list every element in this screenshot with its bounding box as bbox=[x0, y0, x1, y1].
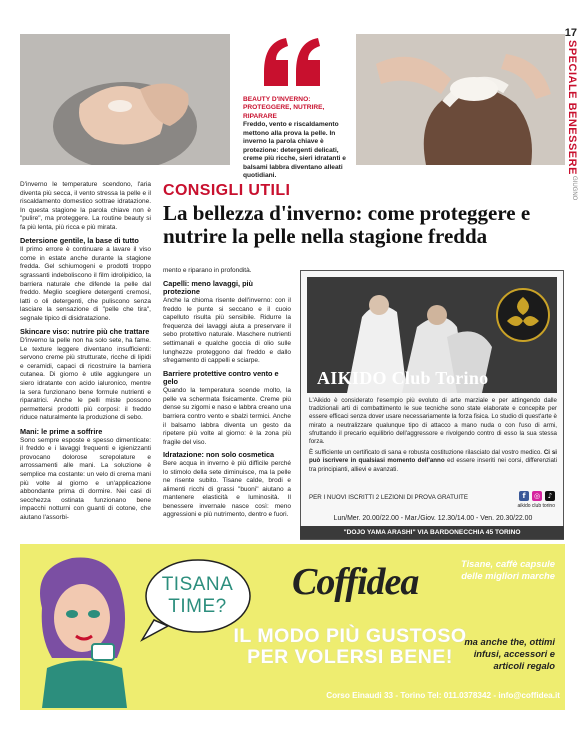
page-number: 17 bbox=[564, 27, 577, 39]
aikido-paragraph-1: L'Aikido è considerato l'esempio più evoluto di arte marziale e per attingendo dalle tradizionali arti di combattimento le sue tecniche sono state elaborate e concepite per essere efficaci senza dover usare necessariamente la forza fisica. Lo studio di quest'arte è mirato a neutralizzare qualunque tipo di attacco a mano nuda o con l'uso di armi, sfruttando il precario equilibrio dell'aggressore e rivolgendo contro di esso la sua stessa forza. bbox=[309, 397, 557, 445]
subheading-barriere: Barriere protettive contro vento e gelo bbox=[163, 368, 279, 387]
speech-bubble-text: TISANA TIME? bbox=[161, 574, 234, 617]
coffidea-logo: Coffidea bbox=[292, 561, 419, 603]
paragraph-continuation: mento e riparano in profondità. bbox=[163, 267, 252, 274]
aikido-courses-text: ed essere inseriti nei corsi, differenziati tra principianti, allievi e avanzati. bbox=[309, 457, 557, 473]
aikido-emblem-icon bbox=[495, 287, 551, 343]
paragraph-capelli: Anche la chioma risente dell'inverno: con il freddo le punte si seccano e il cuoio capelluto risulta più sensibile. Ridurre la frequenza dei lavaggi aiuta a preservare il sebo protettivo naturale. Maschere nutrienti settimanali e qualche goccia di olio sulle lunghezze proteggono dal freddo e dallo sfregamento di cappelli e sciarpe. bbox=[163, 297, 291, 365]
beauty-box bbox=[243, 96, 355, 180]
photo-hands-cream bbox=[20, 34, 230, 165]
coffidea-address: Corso Einaudi 33 - Torino Tel: 011.0378342 - info@coffidea.it bbox=[326, 691, 560, 700]
section-label: SPECIALE BENESSERE bbox=[566, 40, 578, 175]
aikido-photo bbox=[307, 277, 557, 393]
tiktok-icon[interactable]: ♪ bbox=[545, 491, 555, 501]
beauty-box-title: BEAUTY D'INVERNO: PROTEGGERE, NUTRIRE, RIPARARE bbox=[243, 96, 325, 120]
subheading-mani: Mani: le prime a soffrire bbox=[20, 426, 103, 436]
article-kicker: CONSIGLI UTILI bbox=[163, 182, 291, 199]
article-middle-column bbox=[163, 267, 291, 524]
paragraph-detersione: Il primo errore è continuare a lavare il viso come in estate anche durante la stagione fredda. Gel schiumogeni e prodotti troppo sgrassanti indeboliscono il film idrolipidico, la barriera naturale che difende la pelle dal freddo. Meglio scegliere detergenti cremosi, latti o oli detergenti, che puliscono senza lasciare la sensazione di "pelle che tira", segnale tipico di disidratazione. bbox=[20, 246, 151, 322]
aikido-address: "DOJO YAMA ARASHI" VIA BARDONECCHIA 45 TORINO bbox=[300, 526, 564, 539]
subheading-skincare: Skincare viso: nutrire più che trattare bbox=[20, 327, 150, 337]
aikido-certificate-text: È sufficiente un certificato di sana e robusta costituzione rilasciato dal vostro medico. bbox=[309, 449, 543, 457]
quote-mark-icon bbox=[258, 32, 328, 92]
aikido-club-name: AIKIDO Club Torino bbox=[317, 368, 489, 388]
paragraph-mani: Sono sempre esposte e spesso dimenticate: il freddo e i lavaggi frequenti e igienizzanti provocano dolorose screpolature e arrossamenti alle mani. La soluzione è semplice ma costante: un velo di crema mani più volte al giorno e un'applicazione abbondante prima di dormire. Nei casi di secchezza ostinata funzionano bene impacchi notturni con guanti di cotone, che aiutano l'assorbi- bbox=[20, 436, 151, 521]
paragraph-idratazione: Bere acqua in inverno è più difficile perché lo stimolo della sete diminuisce, ma la pelle ne risente subito. Tisane calde, brodi e alimenti ricchi di grassi "buoni" aiutano a mantenere elasticità e luminosità. Il benessere invernale nasce così: meno aggressioni e più nutrimento, dentro e fuori. bbox=[163, 460, 291, 519]
aikido-ad[interactable] bbox=[300, 270, 564, 540]
facebook-icon[interactable]: f bbox=[519, 491, 529, 501]
coffidea-ad[interactable] bbox=[20, 544, 565, 710]
coffidea-slogan: IL MODO PIÙ GUSTOSO PER VOLERSI BENE! bbox=[233, 625, 467, 669]
article-left-column bbox=[20, 181, 151, 527]
aikido-enroll-text: Ci si può iscrivere in qualsiasi momento dell'anno bbox=[309, 449, 557, 465]
aikido-description bbox=[309, 397, 557, 477]
social-icons bbox=[519, 491, 555, 501]
subheading-detersione: Detersione gentile, la base di tutto bbox=[20, 236, 139, 246]
coffidea-products-top: Tisane, caffè capsule delle migliori marche bbox=[461, 558, 555, 581]
article-intro: D'inverno le temperature scendono, l'aria diventa più secca, il vento stressa la pelle e il riscaldamento domestico sottrae idratazione. In questa stagione la parola chiave non è "pulire", ma proteggere. La routine beauty si fa più lenta, più ricca e più mirata. bbox=[20, 181, 151, 231]
aikido-club-handle: aikido club torino bbox=[517, 503, 555, 509]
beauty-box-text: Freddo, vento e riscaldamento mettono alla prova la pelle. In inverno la parola chiave è protezione: detergenti delicati, creme più ricche, sieri idratanti e balsami labbra diventano alleati quotidiani. bbox=[243, 121, 346, 179]
subheading-idratazione: Idratazione: non solo cosmetica bbox=[163, 450, 275, 460]
edge-mark: GIUGNO bbox=[571, 176, 577, 201]
subheading-capelli: Capelli: meno lavaggi, più protezione bbox=[163, 278, 254, 297]
woman-with-cup-illustration bbox=[22, 548, 142, 708]
paragraph-skincare: D'inverno la pelle non ha solo sete, ha fame. Le texture leggere diventano insufficienti: servono creme più strutturate, ricche di lipidi e ceramidi, capaci di ricostruire la barriera cutanea. Di giorno è utile aggiungere un siero idratante con acido ialuronico, mentre la sera funzionano bene formule nutrienti e riparatrici. Anche le pelli miste possono permettersi prodotti più corposi: il freddo riduce naturalmente la produzione di sebo. bbox=[20, 337, 151, 422]
article-headline: La bellezza d'inverno: come proteggere e nutrire la pelle nella stagione fredda bbox=[163, 201, 531, 249]
photo-hair-wash bbox=[356, 34, 565, 165]
paragraph-barriere: Quando la temperatura scende molto, la pelle va schermata fisicamente. Creme più dense su zigomi e naso e labbra creano una barriera contro vento e sbalzi termici. Anche il balsamo labbra diventa un gesto da ripetere più volte al giorno: è la zona più fragile del viso. bbox=[163, 387, 291, 446]
aikido-promo: PER I NUOVI ISCRITTI 2 LEZIONI DI PROVA GRATUITE bbox=[309, 494, 468, 501]
coffidea-products-bottom: ma anche the, ottimi infusi, accessori e articoli regalo bbox=[464, 636, 555, 671]
instagram-icon[interactable]: ◎ bbox=[533, 492, 541, 500]
aikido-paragraph-2 bbox=[309, 449, 557, 474]
aikido-schedule: Lun/Mer. 20.00/22.00 - Mar./Giov. 12.30/14.00 - Ven. 20.30/22.00 bbox=[333, 515, 533, 522]
